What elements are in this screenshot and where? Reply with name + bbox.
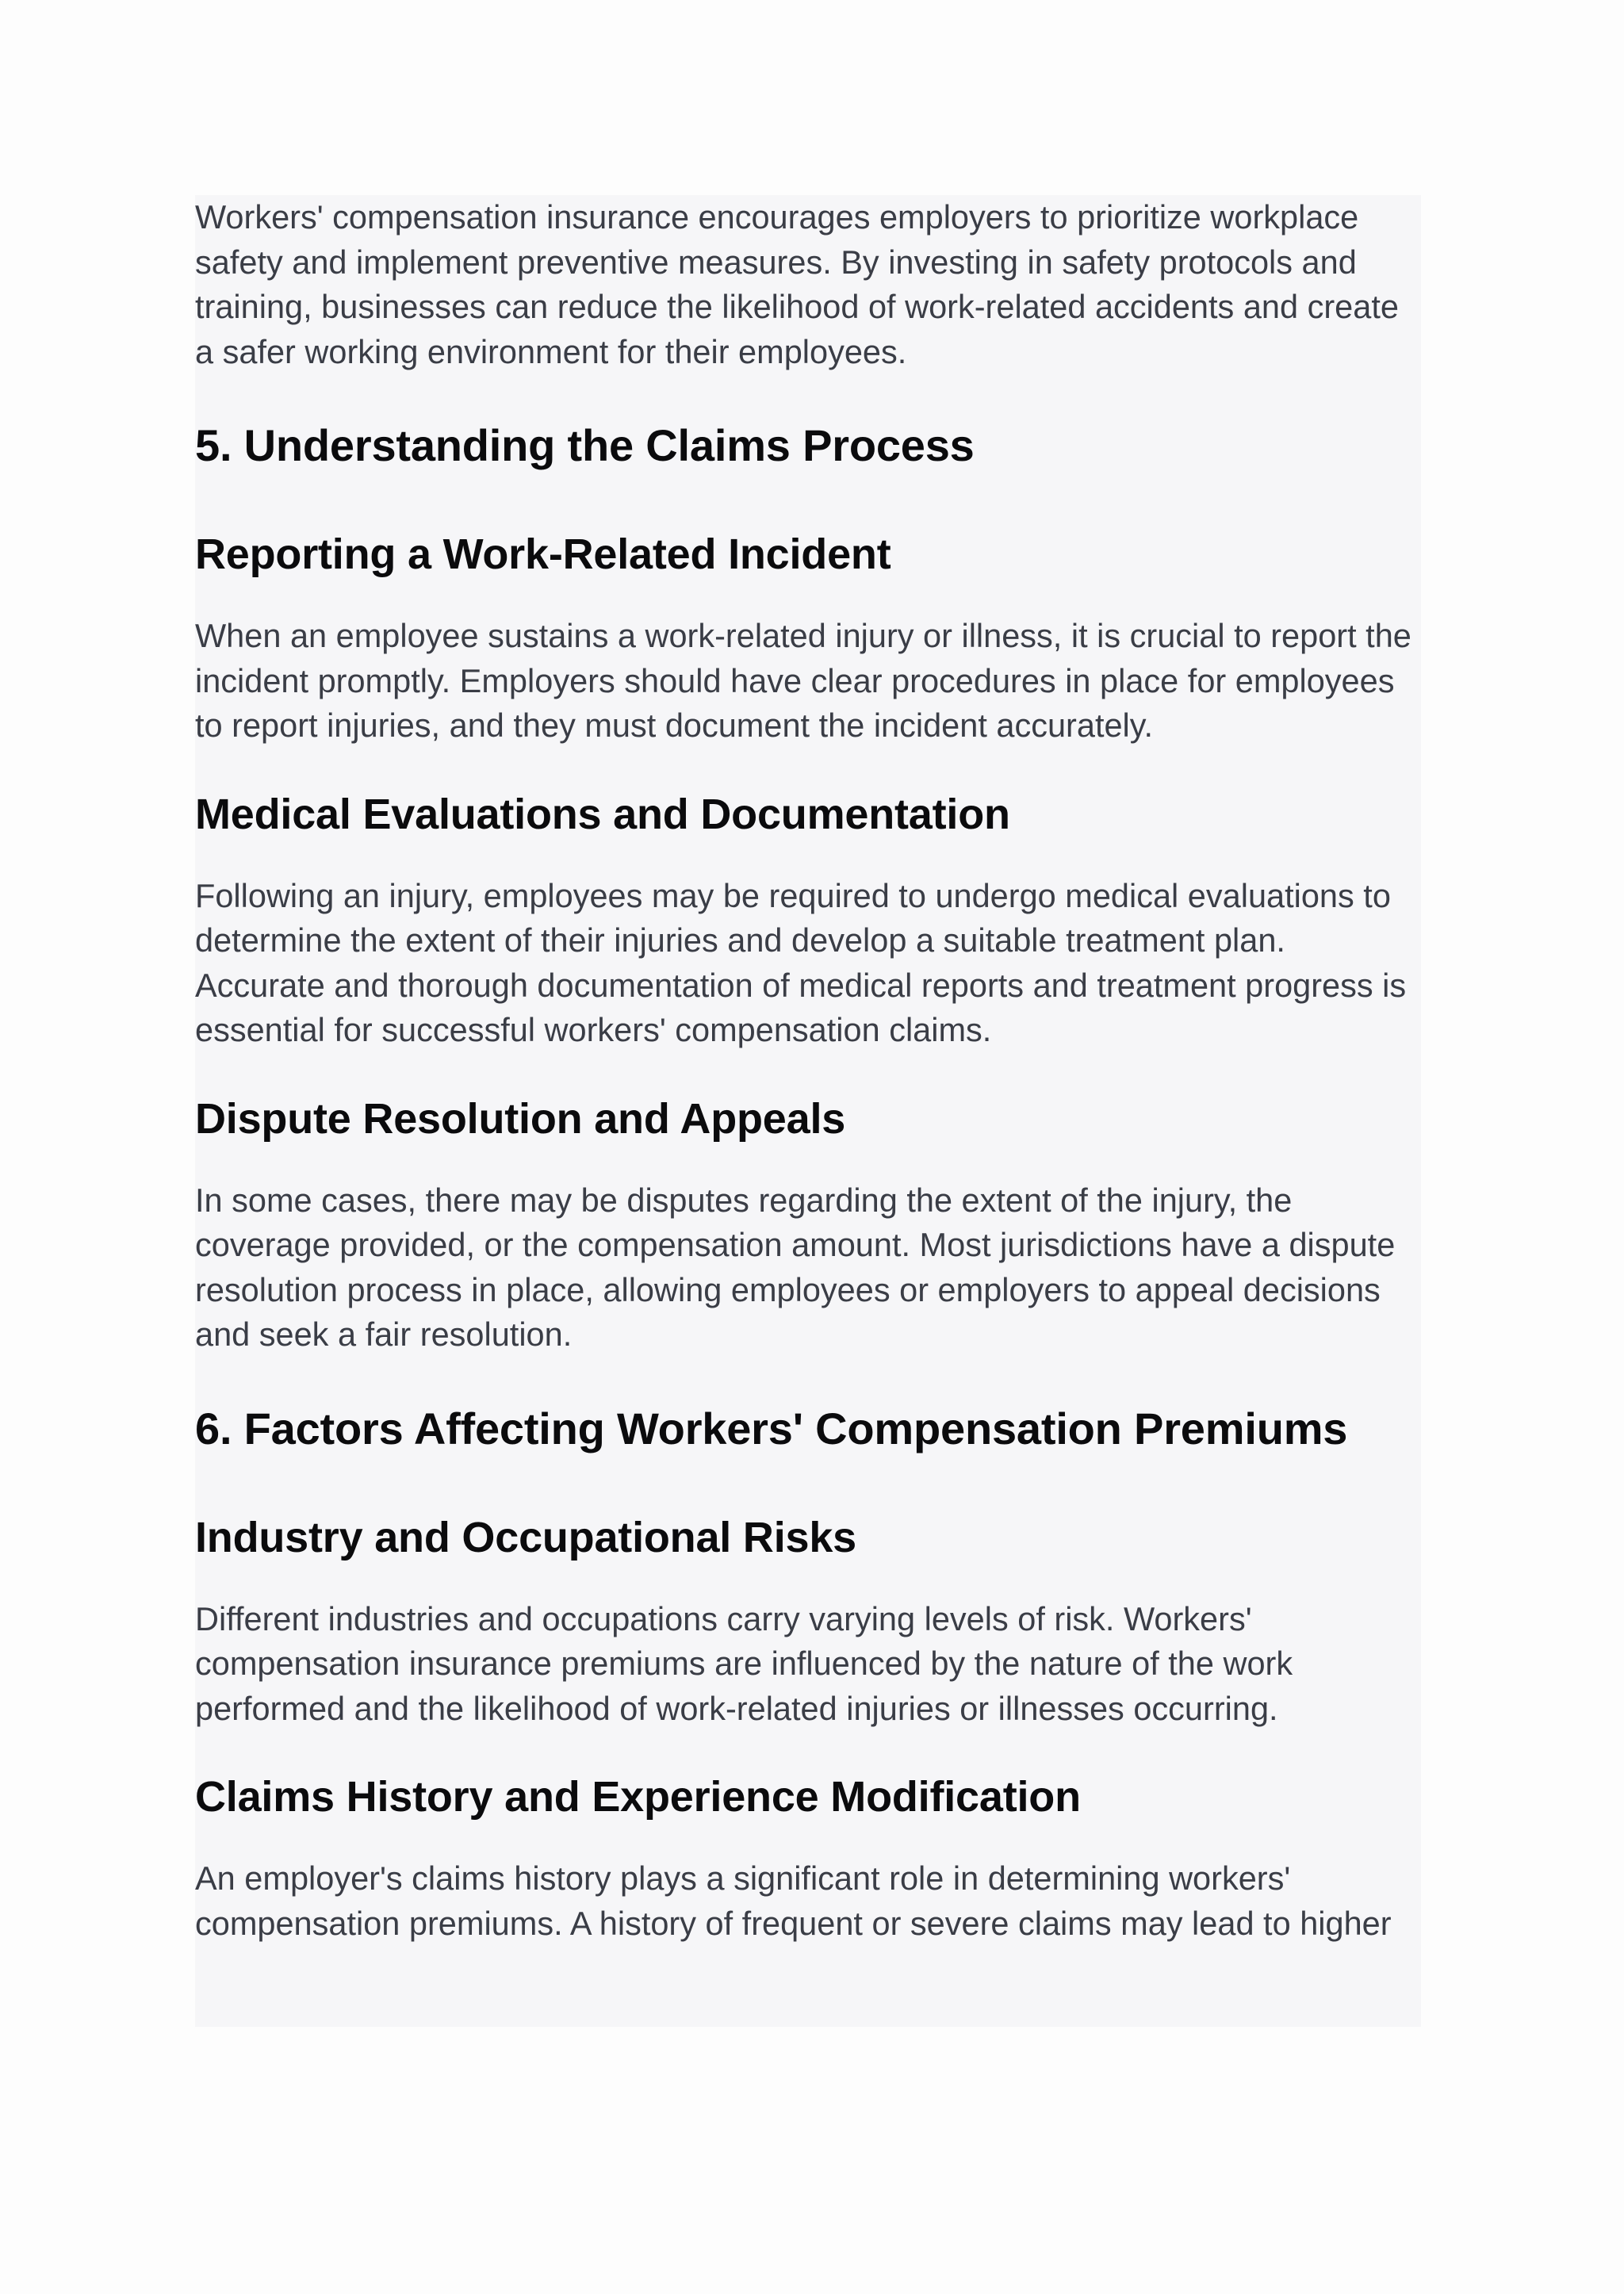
subsection-body-medical: Following an injury, employees may be required to undergo medical evaluations to determine the extent of their injuries and develop a suitable treatment plan. Accurate and thorough documentation of medical reports and treatment progress is essential for successful workers' compensation claims. xyxy=(195,876,1407,1048)
subsection-body-industry: Different industries and occupations carry varying levels of risk. Workers' compensation insurance premiums are influenced by the nature of the work performed and the likelihood of work-related injuries or illnesses occurring. xyxy=(195,1599,1293,1727)
section-6-heading: 6. Factors Affecting Workers' Compensation Premiums xyxy=(195,1403,1348,1453)
subsection-heading-dispute: Dispute Resolution and Appeals xyxy=(195,1094,846,1143)
section-5-heading: 5. Understanding the Claims Process xyxy=(195,420,975,470)
subsection-heading-industry: Industry and Occupational Risks xyxy=(195,1513,856,1561)
intro-paragraph: Workers' compensation insurance encourages employers to prioritize workplace safety and implement preventive measures. By investing in safety protocols and training, businesses can reduce the likelihood of work-related accidents and create a safer working environment for their employees. xyxy=(195,198,1399,370)
subsection-heading-medical: Medical Evaluations and Documentation xyxy=(195,790,1010,838)
subsection-body-reporting: When an employee sustains a work-related injury or illness, it is crucial to report the incident promptly. Employers should have clear procedures in place for employees to report injuries, and they must document the incident accurately. xyxy=(195,617,1411,744)
document-content xyxy=(195,195,1421,2027)
subsection-heading-reporting: Reporting a Work-Related Incident xyxy=(195,530,891,578)
subsection-heading-claims-history: Claims History and Experience Modification xyxy=(195,1773,1081,1821)
subsection-body-dispute: In some cases, there may be disputes regarding the extent of the injury, the coverage provided, or the compensation amount. Most jurisdictions have a dispute resolution process in place, allowing employees or employers to appeal decisions and seek a fair resolution. xyxy=(195,1181,1396,1353)
subsection-body-claims-history: An employer's claims history plays a significant role in determining workers' compensation premiums. A history of frequent or severe claims may lead to higher xyxy=(195,1859,1392,1942)
